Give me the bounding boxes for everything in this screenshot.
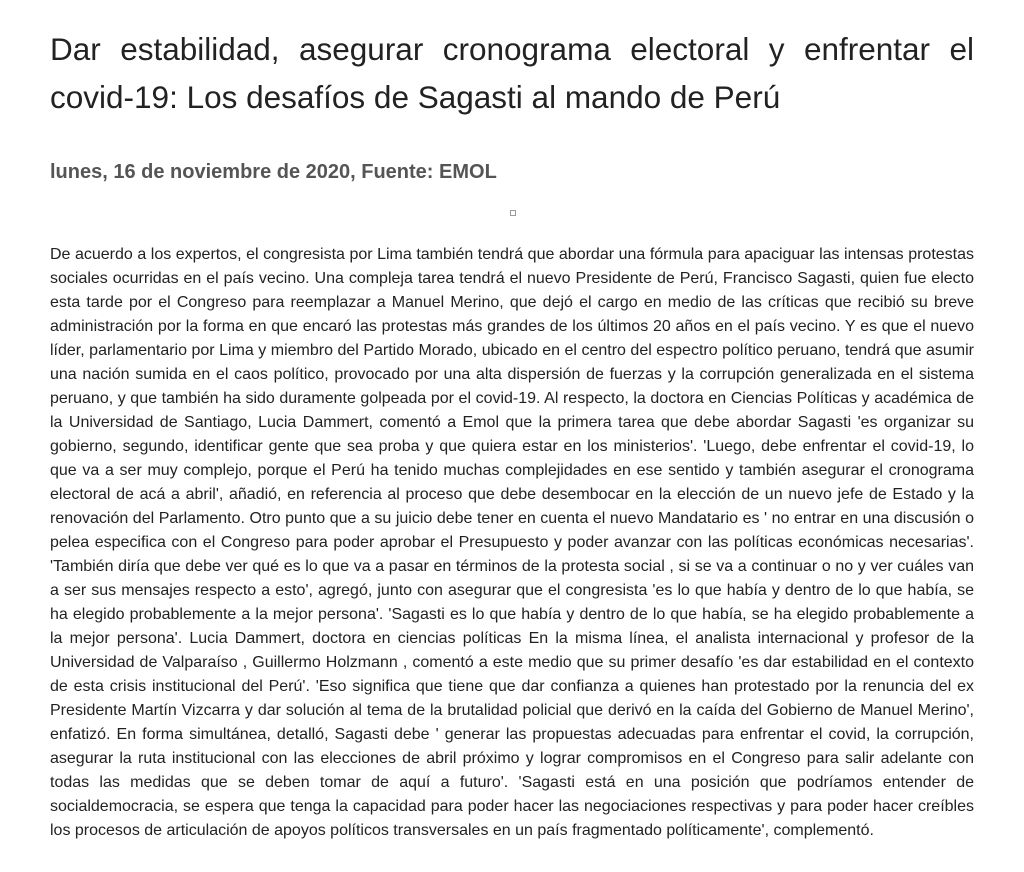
article-body: De acuerdo a los expertos, el congresista por Lima también tendrá que abordar una fórmula para apaciguar las intensas protestas sociales ocurridas en el país vecino. Una compleja tarea tendrá el nuevo Presidente de Perú, Francisco Sagasti, quien fue electo esta tarde por el Congreso para reemplazar a Manuel Merino, que dejó el cargo en medio de las críticas que recibió su breve administración por la forma en que encaró las protestas más grandes de los últimos 20 años en el país vecino. Y es que el nuevo líder, parlamentario por Lima y miembro del Partido Morado, ubicado en el centro del espectro político peruano, tendrá que asumir una nación sumida en el caos político, provocado por una alta dispersión de fuerzas y la corrupción generalizada en el sistema peruano, y que también ha sido duramente golpeada por el covid-19. Al respecto, la doctora en Ciencias Políticas y académica de la Universidad de Santiago, Lucia Dammert, comentó a Emol que la primera tarea que debe abordar Sagasti 'es organizar su gobierno, segundo, identificar gente que sea proba y que quiera estar en los ministerios'. 'Luego, debe enfrentar el covid-19, lo que va a ser muy complejo, porque el Perú ha tenido muchas complejidades en ese sentido y también asegurar el cronograma electoral de acá a abril', añadió, en referencia al proceso que debe desembocar en la elección de un nuevo jefe de Estado y la renovación del Parlamento. Otro punto que a su juicio debe tener en cuenta el nuevo Mandatario es ' no entrar en una discusión o pelea especifica con el Congreso para poder aprobar el Presupuesto y poder avanzar con las políticas económicas necesarias'. 'También diría que debe ver qué es lo que va a pasar en términos de la protesta social , si se va a continuar o no y ver cuáles van a ser sus mensajes respecto a esto', agregó, junto con asegurar que el congresista 'es lo que había y dentro de lo que había, se ha elegido probablemente a la mejor persona'. 'Sagasti es lo que había y dentro de lo que había, se ha elegido probablemente a la mejor persona'. Lucia Dammert, doctora en ciencias políticas En la misma línea, el analista internacional y profesor de la Universidad de Valparaíso , Guillermo Holzmann , comentó a este medio que su primer desafío 'es dar estabilidad en el contexto de esta crisis institucional del Perú'. 'Eso significa que tiene que dar confianza a quienes han protestado por la renuncia del ex Presidente Martín Vizcarra y dar solución al tema de la brutalidad policial que derivó en la caída del Gobierno de Manuel Merino', enfatizó. En forma simultánea, detalló, Sagasti debe ' generar las propuestas adecuadas para enfrentar el covid, la corrupción, asegurar la ruta institucional con las elecciones de abril próximo y lograr compromisos en el Congreso para salir adelante con todas las medidas que se deben tomar de aquí a futuro'. 'Sagasti está en una posición que podríamos entender de socialdemocracia, se espera que tenga la capacidad para poder hacer las negociaciones respectivas y para poder hacer creíbles los procesos de articulación de apoyos políticos transversales en un país fragmentado políticamente', complementó. xyxy=(50,246,974,839)
article-image-slot xyxy=(50,185,974,243)
article-headline: Dar estabilidad, asegurar cronograma electoral y enfrentar el covid-19: Los desafíos de Sagasti al mando de Perú xyxy=(50,31,974,115)
article-date-source: lunes, 16 de noviembre de 2020, Fuente: EMOL xyxy=(50,161,497,183)
broken-image-icon xyxy=(510,210,516,216)
news-article xyxy=(50,0,974,843)
